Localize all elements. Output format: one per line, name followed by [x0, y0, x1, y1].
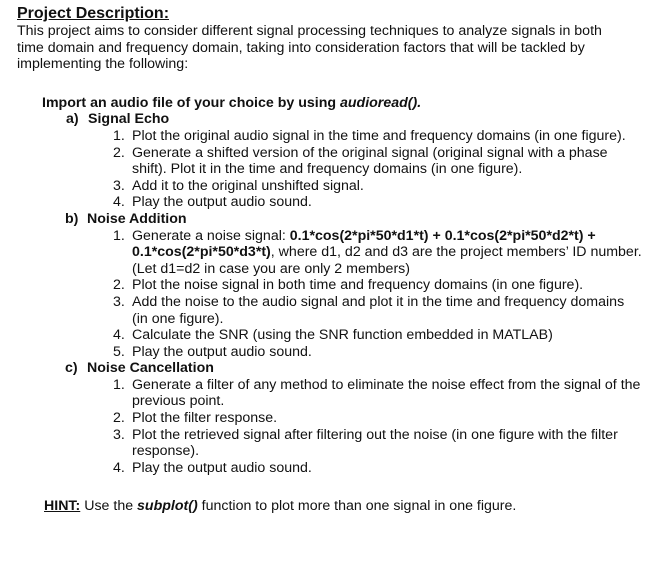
page-title: Project Description: [17, 5, 170, 22]
item-number: 2. [113, 410, 125, 427]
task-function: audioread(). [339, 94, 422, 111]
task-prefix: Import an audio file of your choice by using [42, 94, 340, 111]
hint-post: function to plot more than one signal in one figure. [197, 498, 517, 515]
section-label: a) [66, 111, 79, 128]
task-instruction [42, 95, 642, 112]
item-text: Plot the original audio signal in the time and frequency domains (in one figure). [132, 127, 626, 144]
hint-pre: Use the [80, 498, 138, 515]
item-text: Calculate the SNR (using the SNR function embedded in MATLAB) [132, 327, 553, 344]
list-item [113, 128, 642, 145]
list-item [113, 344, 642, 361]
item-text: Play the output audio sound. [132, 459, 312, 476]
item-text [132, 228, 642, 278]
item-number: 3. [113, 177, 125, 194]
signal-echo-steps [17, 128, 642, 211]
section-title: Noise Cancellation [87, 360, 214, 377]
section-label: b) [65, 210, 79, 227]
item-text: Plot the noise signal in both time and frequency domains (in one figure). [132, 277, 584, 294]
list-item [113, 178, 642, 195]
list-item [113, 460, 642, 477]
item-number: 4. [113, 327, 125, 344]
item-number: 1. [113, 127, 125, 144]
list-item [113, 145, 642, 178]
intro-paragraph: This project aims to consider different signal processing techniques to analyze signals in both time domain and frequency domain, taking into consideration factors that will be tackled by implementing the following: [17, 23, 602, 73]
hint-paragraph [44, 498, 642, 515]
item-text: Add it to the original unshifted signal. [132, 177, 364, 194]
item-text: Generate a shifted version of the original signal (original signal with a phase shift). Plot it in the time and frequency domains (in one figure). [132, 144, 608, 178]
item-text: Play the output audio sound. [132, 194, 312, 211]
item-text-pre: Generate a noise signal: [132, 227, 290, 244]
item-number: 2. [113, 144, 125, 161]
section-heading-noise-addition [65, 211, 642, 228]
list-item [113, 277, 642, 294]
item-number: 1. [113, 376, 125, 393]
item-text: Plot the retrieved signal after filtering out the noise (in one figure with the filter response). [132, 426, 618, 460]
item-text: Play the output audio sound. [132, 343, 312, 360]
list-item [113, 228, 642, 278]
section-title: Noise Addition [87, 210, 187, 227]
item-number: 1. [113, 227, 125, 244]
list-item [113, 427, 642, 460]
item-number: 3. [113, 293, 125, 310]
noise-formula: 0.1*cos(2*pi*50*d1*t) + 0.1*cos(2*pi*50*d2*t) + 0.1*cos(2*pi*50*d3*t) [132, 227, 596, 261]
item-number: 3. [113, 426, 125, 443]
list-item [113, 194, 642, 211]
item-number: 5. [113, 343, 125, 360]
item-number: 4. [113, 194, 125, 211]
noise-cancellation-steps [17, 377, 642, 477]
list-item [113, 410, 642, 427]
item-text: Add the noise to the audio signal and plot it in the time and frequency domains (in one figure). [132, 293, 625, 327]
list-item [113, 294, 642, 327]
section-heading-noise-cancellation [65, 360, 642, 377]
item-text-post: , where d1, d2 and d3 are the project members’ ID number. (Let d1=d2 in case you are only 2 members) [132, 244, 642, 277]
list-item [113, 327, 642, 344]
hint-label: HINT: [44, 498, 81, 515]
section-heading-signal-echo [66, 111, 642, 128]
item-number: 2. [113, 277, 125, 294]
item-number: 4. [113, 459, 125, 476]
hint-function: subplot() [137, 498, 198, 515]
list-item [113, 377, 642, 410]
item-text: Plot the filter response. [132, 410, 278, 427]
noise-addition-steps [17, 228, 642, 361]
item-text: Generate a filter of any method to eliminate the noise effect from the signal of the previous point. [132, 376, 641, 410]
section-label: c) [65, 360, 78, 377]
section-title: Signal Echo [88, 111, 170, 128]
